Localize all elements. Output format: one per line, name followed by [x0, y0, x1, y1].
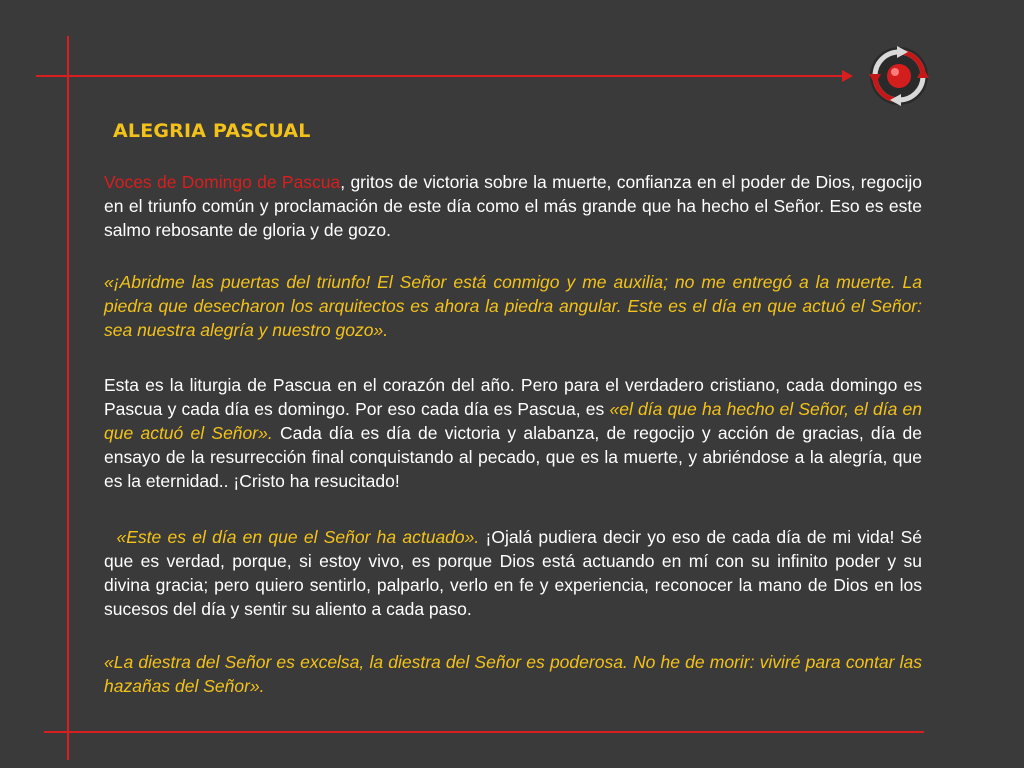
reflection-quote: «Este es el día en que el Señor ha actuado».	[116, 527, 480, 547]
paragraph-final-quote	[104, 650, 922, 698]
bottom-red-line	[44, 731, 924, 733]
paragraph-psalm-quote	[104, 270, 922, 342]
top-red-line	[36, 75, 844, 77]
liturgy-text-after: Cada día es día de victoria y alabanza, de regocijo y acción de gracias, día de ensayo de la resurrección final conquistando al pecado, que es la muerte, y abriéndose a la alegría, que es la eternidad.. ¡Cristo ha resucitado!	[104, 423, 922, 491]
final-quote: «La diestra del Señor es excelsa, la diestra del Señor es poderosa. No he de morir: viviré para contar las hazañas del Señor».	[104, 652, 922, 696]
page-title: ALEGRIA PASCUAL	[113, 120, 311, 142]
intro-lead: Voces de Domingo de Pascua	[104, 172, 341, 192]
left-red-line	[67, 36, 69, 760]
liturgy-text-before: Esta es la liturgia de Pascua en el corazón del año. Pero para el verdadero cristiano, cada domingo es Pascua y cada día es domingo. Por eso cada día es Pascua, es	[104, 375, 922, 419]
intro-text: , gritos de victoria sobre la muerte, confianza en el poder de Dios, regocijo en el triunfo común y proclamación de este día como el más grande que ha hecho el Señor. Eso es este salmo rebosante de gloria y de gozo.	[104, 172, 922, 240]
paragraph-liturgy	[104, 373, 922, 493]
circular-arrows-logo-icon	[868, 45, 930, 107]
psalm-quote: «¡Abridme las puertas del triunfo! El Señor está conmigo y me auxilia; no me entregó a la muerte. La piedra que desecharon los arquitectos es ahora la piedra angular. Este es el día en que actuó el Señor: sea nuestra alegría y nuestro gozo».	[104, 272, 922, 340]
reflection-text: ¡Ojalá pudiera decir yo eso de cada día de mi vida! Sé que es verdad, porque, si estoy vivo, es porque Dios está actuando en mí con su infinito poder y su divina gracia; pero quiero sentirlo, palparlo, verlo en fe y experiencia, reconocer la mano de Dios en los sucesos del día y sentir su aliento a cada paso.	[104, 527, 922, 619]
arrow-head-icon	[842, 70, 853, 82]
liturgy-quote: «el día que ha hecho el Señor, el día en que actuó el Señor».	[104, 399, 922, 443]
paragraph-intro	[104, 170, 922, 242]
paragraph-reflection	[104, 525, 922, 621]
